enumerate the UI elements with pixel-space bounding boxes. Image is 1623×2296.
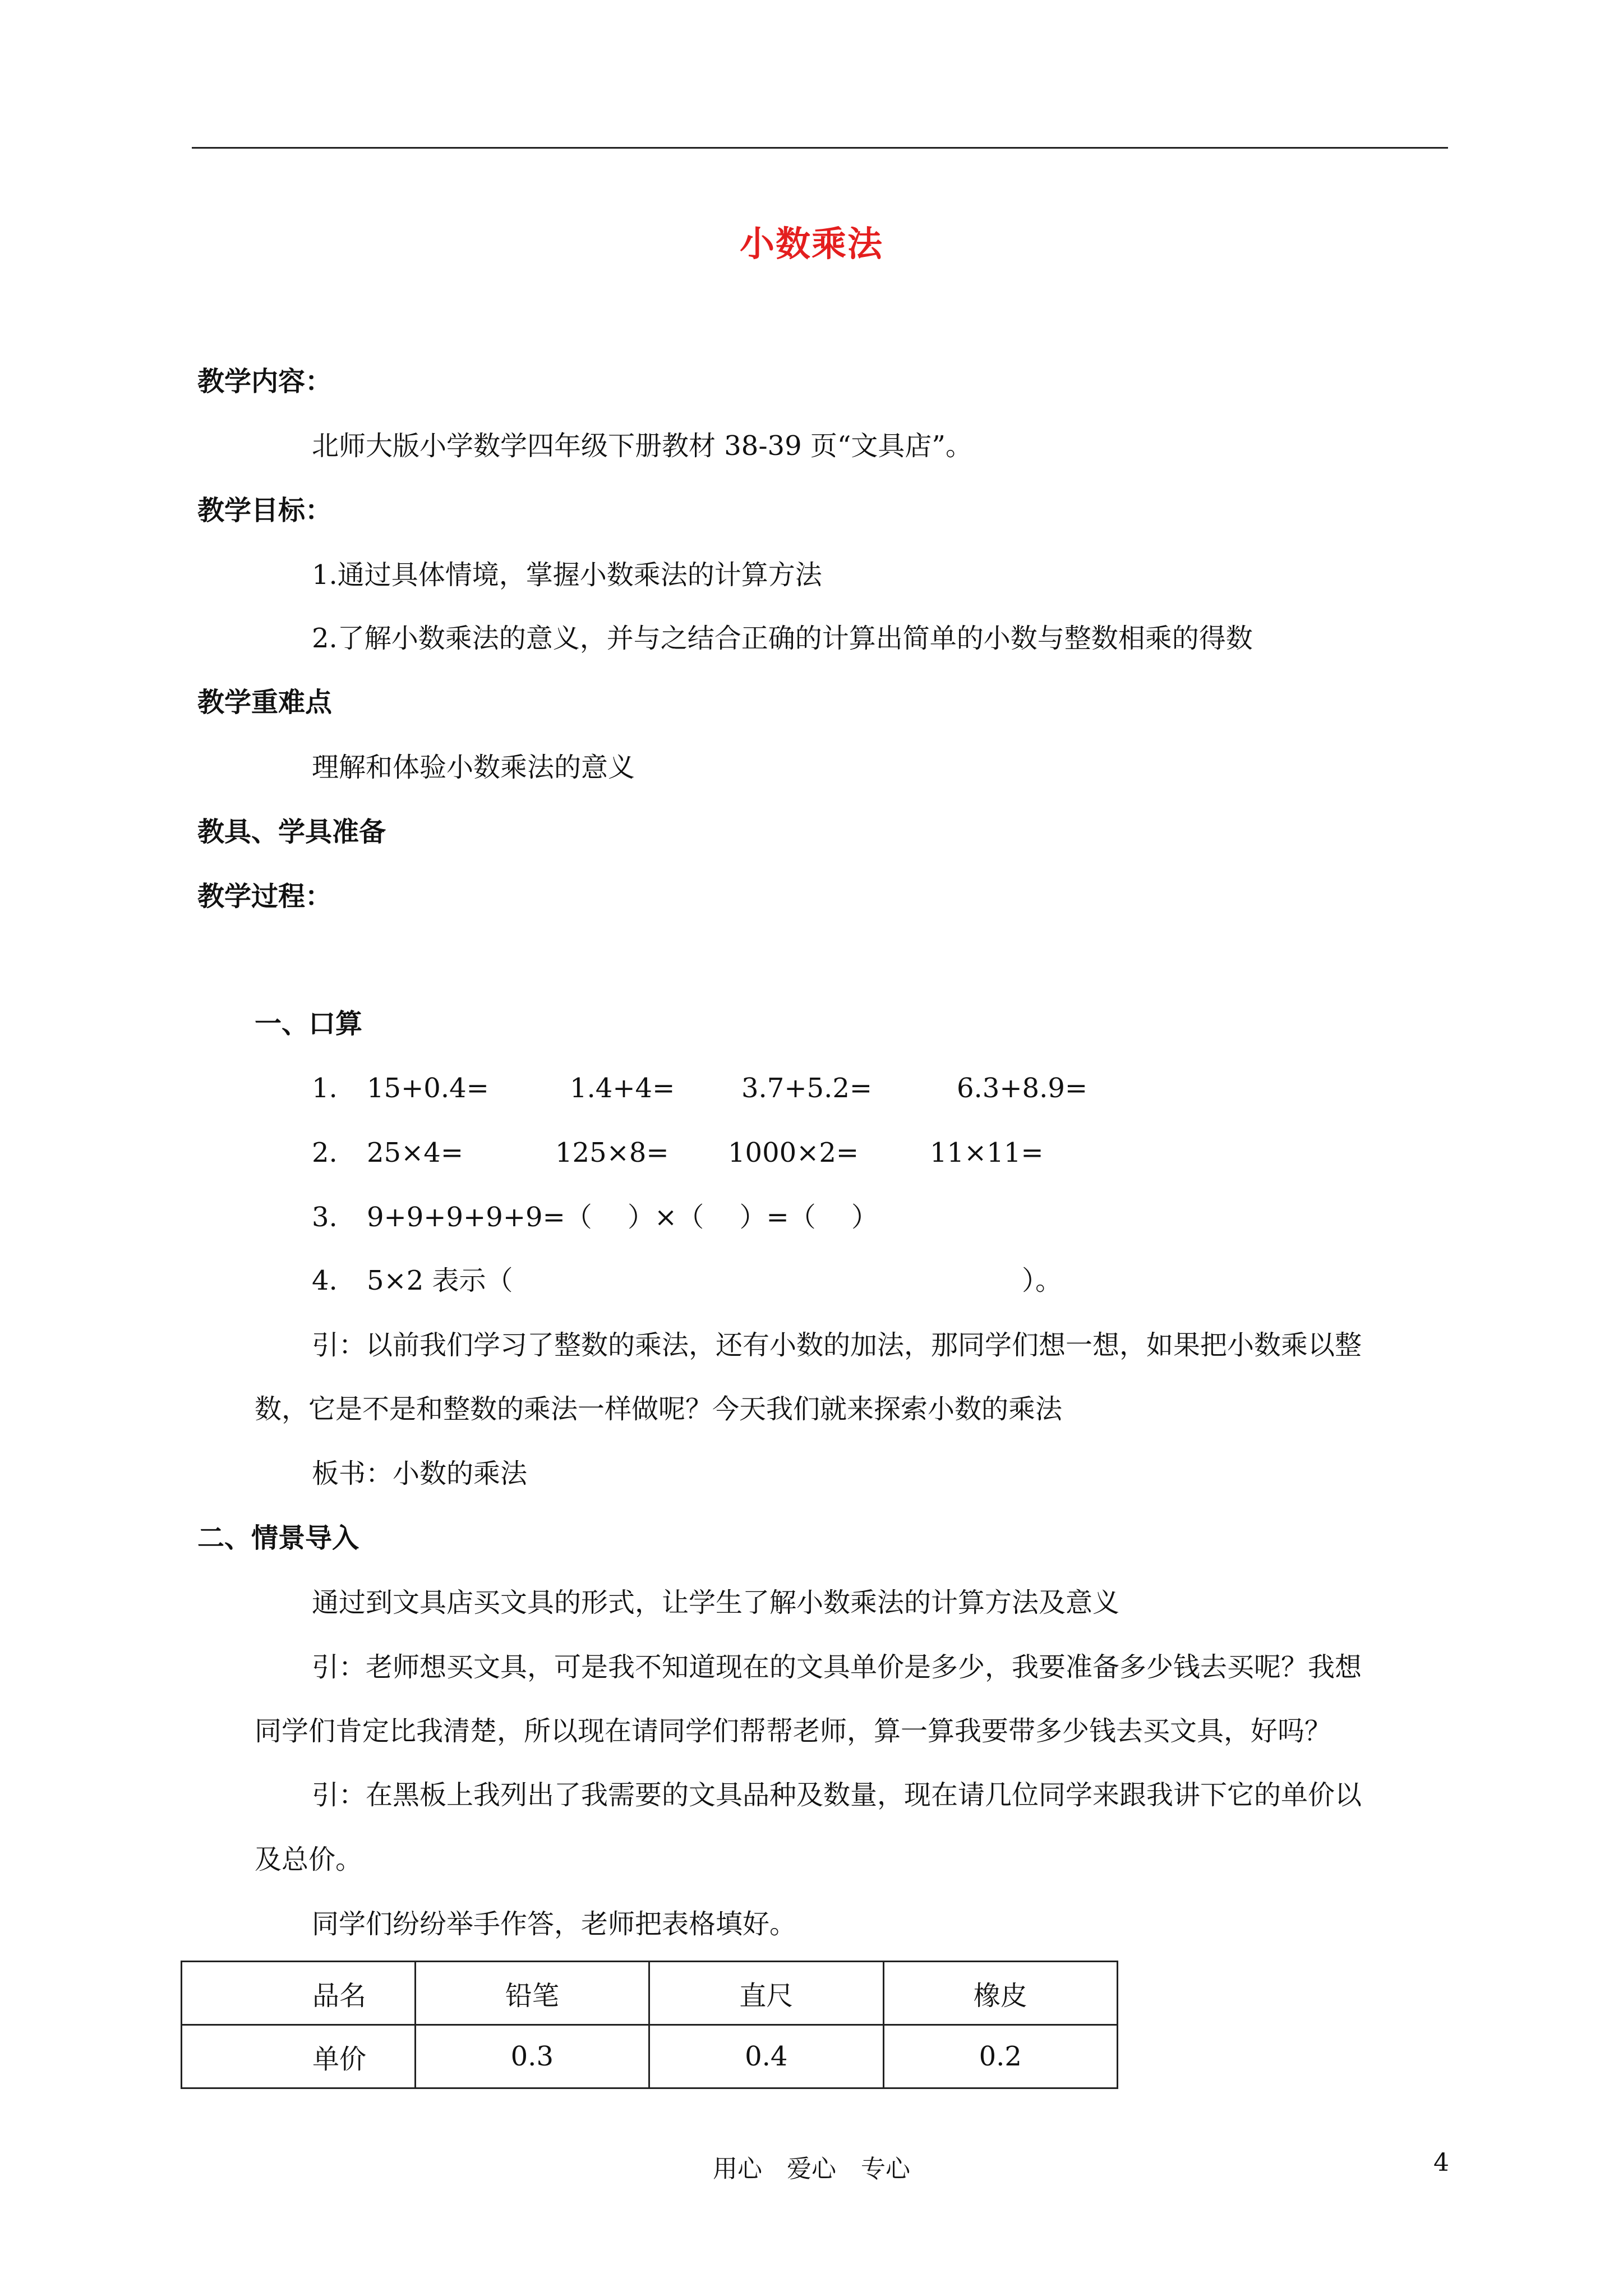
goal-2: 2.了解小数乘法的意义，并与之结合正确的计算出简单的小数与整数相乘的得数	[312, 623, 1253, 654]
oral-item: 3.7+5.2=	[741, 1073, 873, 1104]
oral-item: 125×8=	[555, 1137, 669, 1168]
oral-item: 1.4+4=	[570, 1073, 675, 1104]
difficulty-heading: 教学重难点	[197, 687, 333, 718]
oral-item: 1000×2=	[728, 1137, 859, 1168]
oral-item: 6.3+8.9=	[957, 1073, 1088, 1104]
oral-num: 2.	[312, 1137, 338, 1168]
oral-num: 3.	[312, 1202, 338, 1233]
table-cell: 橡皮	[883, 1962, 1118, 2025]
scene-text: 通过到文具店买文具的形式，让学生了解小数乘法的计算方法及意义	[312, 1587, 1120, 1618]
intro-3-line-1: 引：在黑板上我列出了我需要的文具品种及数量，现在请几位同学来跟我讲下它的单价以	[312, 1779, 1362, 1811]
footer-slogan: 用心 爱心 专心	[713, 2155, 910, 2183]
process-heading: 教学过程：	[197, 881, 333, 912]
board-text: 板书：小数的乘法	[312, 1458, 528, 1489]
answer-text: 同学们纷纷举手作答，老师把表格填好。	[312, 1908, 797, 1940]
table-row	[182, 2025, 1118, 2088]
goals-heading: 教学目标：	[197, 495, 333, 526]
intro-2-line-1: 引：老师想买文具，可是我不知道现在的文具单价是多少，我要准备多少钱去买呢？我想	[312, 1651, 1362, 1683]
page-number: 4	[1433, 2148, 1449, 2177]
oral-num: 1.	[312, 1073, 338, 1104]
difficulty-text: 理解和体验小数乘法的意义	[312, 752, 635, 783]
table-cell: 铅笔	[415, 1962, 649, 2025]
intro-3-line-2: 及总价。	[255, 1844, 363, 1875]
header-rule	[192, 147, 1448, 149]
oral-item: ）。	[1022, 1265, 1063, 1296]
content-text: 北师大版小学数学四年级下册教材 38-39 页“文具店”。	[312, 430, 972, 462]
table-cell: 直尺	[649, 1962, 883, 2025]
goal-1: 1.通过具体情境，掌握小数乘法的计算方法	[312, 559, 822, 591]
intro-1-line-1: 引：以前我们学习了整数的乘法，还有小数的加法，那同学们想一想，如果把小数乘以整	[312, 1329, 1362, 1361]
oral-num: 4.	[312, 1265, 338, 1296]
table-cell: 品名	[182, 1962, 416, 2025]
table-cell: 0.4	[649, 2025, 883, 2088]
oral-item: 25×4=	[367, 1137, 464, 1168]
table-cell: 单价	[182, 2025, 416, 2088]
price-table	[181, 1961, 1118, 2089]
oral-item: 11×11=	[930, 1137, 1044, 1168]
oral-item: 5×2 表示（	[367, 1265, 513, 1296]
oral-item: 15+0.4=	[367, 1073, 489, 1104]
content-heading: 教学内容：	[197, 366, 333, 397]
intro-2-line-2: 同学们肯定比我清楚，所以现在请同学们帮帮老师，算一算我要带多少钱去买文具，好吗？	[255, 1715, 1332, 1747]
table-cell: 0.2	[883, 2025, 1118, 2088]
table-row	[182, 1962, 1118, 2025]
section-1-heading: 一、口算	[255, 1008, 363, 1039]
page-title: 小数乘法	[739, 223, 883, 264]
oral-item: 9+9+9+9+9=（ ）×（ ）=（ ）	[367, 1202, 879, 1233]
intro-1-line-2: 数，它是不是和整数的乘法一样做呢？今天我们就来探索小数的乘法	[255, 1393, 1063, 1425]
section-2-heading: 二、情景导入	[197, 1522, 359, 1554]
tools-heading: 教具、学具准备	[197, 816, 386, 848]
table-cell: 0.3	[415, 2025, 649, 2088]
